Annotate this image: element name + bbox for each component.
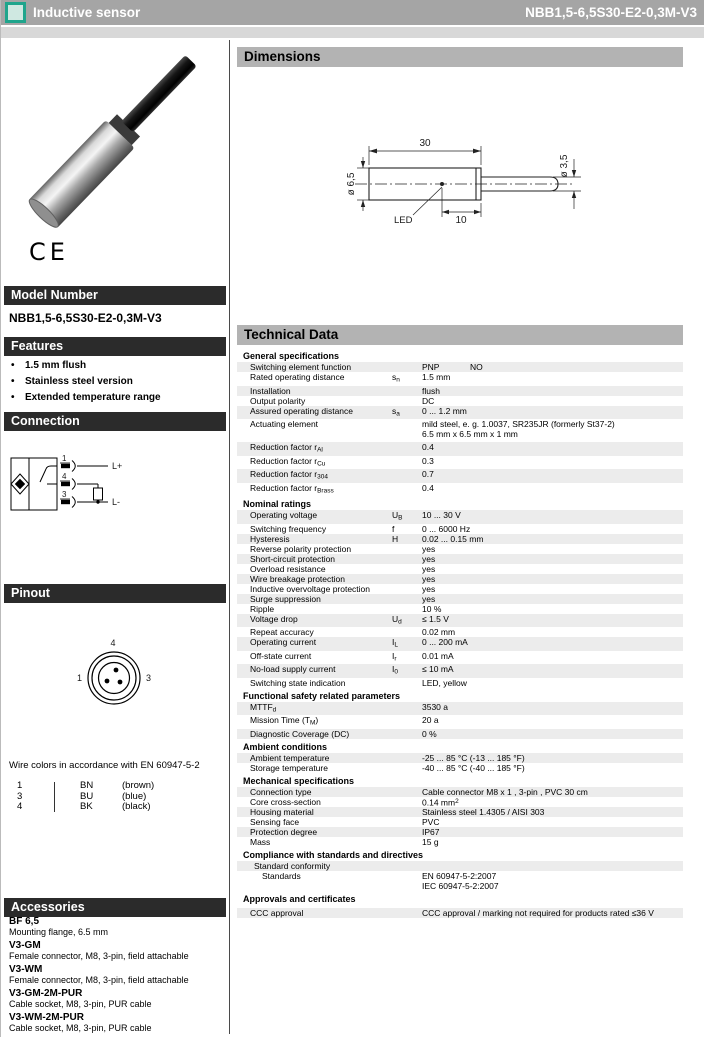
row-label: Reduction factor $r_{Brass}$ bbox=[250, 482, 334, 494]
pinout-pin4-dot bbox=[114, 668, 119, 673]
accessory-description: Female connector, M8, 3-pin, field attachable bbox=[9, 951, 189, 961]
row-label: Standards bbox=[262, 871, 301, 881]
wire-color-name: (brown) bbox=[122, 780, 155, 791]
table-row bbox=[237, 406, 683, 420]
table-row bbox=[237, 763, 683, 773]
row-value bbox=[422, 787, 683, 797]
accessory-description: Female connector, M8, 3-pin, field attachable bbox=[9, 975, 189, 985]
row-value-line: ≤ 10 mA bbox=[422, 664, 454, 674]
row-value-line: -25 ... 85 °C (-13 ... 185 °F) bbox=[422, 752, 525, 763]
row-value-line: 3530 a bbox=[422, 701, 448, 712]
row-value-line: 0.14 $mm^2$ bbox=[422, 797, 459, 807]
row-symbol bbox=[392, 483, 422, 497]
load-resistor bbox=[94, 488, 103, 500]
row-value bbox=[422, 362, 683, 372]
table-group-header: Nominal ratings bbox=[243, 499, 312, 509]
row-symbol bbox=[392, 678, 422, 688]
row-value-line: 0 ... 1.2 mm bbox=[422, 405, 467, 416]
row-symbol bbox=[392, 715, 422, 729]
table-row bbox=[237, 637, 683, 651]
row-value bbox=[422, 524, 683, 534]
table-row bbox=[237, 817, 683, 827]
table-row bbox=[237, 861, 683, 871]
switch-contact bbox=[40, 469, 46, 482]
table-row bbox=[237, 544, 683, 554]
row-value-line: DC bbox=[422, 395, 435, 406]
row-label: CCC approval bbox=[250, 908, 304, 918]
pinout-pin1-dot bbox=[105, 679, 110, 684]
row-value-line: PNP bbox=[422, 362, 440, 372]
row-symbol: $U_d$ bbox=[392, 613, 402, 625]
row-label: Installation bbox=[250, 385, 291, 396]
table-row bbox=[237, 554, 683, 564]
row-symbol bbox=[392, 564, 422, 574]
row-symbol bbox=[392, 442, 422, 456]
ce-mark: CE bbox=[29, 238, 69, 266]
table-row bbox=[237, 510, 683, 524]
features-list bbox=[11, 358, 221, 406]
feature-label: Stainless steel version bbox=[25, 376, 133, 387]
wire-code: BK bbox=[80, 801, 93, 812]
model-number-header: NBB1,5-6,5S30-E2-0,3M-V3 bbox=[525, 5, 697, 20]
row-label: Output polarity bbox=[250, 395, 306, 406]
accessory-name: V3-WM bbox=[9, 964, 43, 975]
section-dimensions: Dimensions bbox=[237, 47, 683, 67]
wire-pin: 1 bbox=[17, 780, 23, 791]
row-value-line: 10 ... 30 V bbox=[422, 510, 461, 520]
row-symbol bbox=[392, 604, 422, 614]
row-label: Diagnostic Coverage (DC) bbox=[250, 728, 350, 739]
table-row bbox=[237, 564, 683, 574]
row-value-line: 0 % bbox=[422, 728, 437, 739]
table-row bbox=[237, 386, 683, 396]
conn-lminus-label: L- bbox=[112, 497, 121, 507]
row-value bbox=[422, 396, 683, 406]
row-symbol: f bbox=[392, 523, 395, 534]
row-value-line: yes bbox=[422, 553, 436, 564]
row-symbol: $I_0$ bbox=[392, 664, 398, 676]
row-value-line: yes bbox=[422, 543, 436, 554]
bullet-icon: • bbox=[11, 392, 15, 403]
wire-colors-note: Wire colors in accordance with EN 60947-5-2 bbox=[9, 760, 200, 771]
column-divider bbox=[229, 40, 230, 1034]
row-label: Repeat accuracy bbox=[250, 627, 314, 637]
accessory-name: V3-GM-2M-PUR bbox=[9, 988, 83, 999]
section-features: Features bbox=[4, 337, 226, 356]
row-value bbox=[422, 664, 683, 678]
row-symbol bbox=[392, 861, 422, 871]
dim-cable-diameter-label: ø 3,5 bbox=[559, 154, 570, 178]
row-value bbox=[422, 510, 683, 524]
pinout-left-label: 1 bbox=[76, 673, 82, 683]
accessory-name: V3-GM bbox=[9, 940, 41, 951]
table-row bbox=[237, 442, 683, 456]
row-value-line: -40 ... 85 °C (-40 ... 185 °F) bbox=[422, 762, 525, 773]
feature-item bbox=[11, 390, 221, 406]
row-label: Operating voltage bbox=[250, 510, 318, 520]
row-value bbox=[422, 715, 683, 729]
table-row bbox=[237, 604, 683, 614]
row-symbol bbox=[392, 702, 422, 716]
row-value bbox=[422, 564, 683, 574]
row-symbol bbox=[392, 554, 422, 564]
row-symbol: $I_r$ bbox=[392, 650, 397, 662]
row-value bbox=[422, 419, 683, 439]
row-symbol bbox=[392, 386, 422, 396]
row-label: Switching state indication bbox=[250, 677, 346, 688]
row-label: Storage temperature bbox=[250, 762, 328, 773]
row-label: Core cross-section bbox=[250, 796, 321, 807]
wire-table-rule bbox=[54, 782, 55, 812]
row-value bbox=[422, 627, 683, 637]
sensor-body-group bbox=[26, 47, 206, 231]
row-value bbox=[422, 678, 683, 688]
row-value-line: 1.5 mm bbox=[422, 372, 451, 382]
table-row bbox=[237, 753, 683, 763]
table-row bbox=[237, 702, 683, 716]
row-label: Assured operating distance bbox=[250, 405, 354, 416]
row-value bbox=[422, 637, 683, 651]
row-value bbox=[422, 584, 683, 594]
wire-code: BU bbox=[80, 790, 94, 802]
row-value bbox=[422, 861, 683, 871]
row-value-line: Cable connector M8 x 1 , 3-pin , PVC 30 cm bbox=[422, 786, 588, 797]
row-value bbox=[422, 827, 683, 837]
row-value-line: 20 a bbox=[422, 715, 439, 725]
row-label: Ripple bbox=[250, 603, 275, 614]
row-label: No-load supply current bbox=[250, 664, 336, 674]
row-symbol bbox=[392, 627, 422, 637]
row-value bbox=[422, 651, 683, 665]
row-symbol bbox=[392, 787, 422, 797]
bullet-icon: • bbox=[11, 376, 15, 387]
dim-length-label: 30 bbox=[419, 138, 431, 149]
row-symbol bbox=[392, 584, 422, 594]
pin1-terminal bbox=[61, 464, 70, 468]
feature-label: Extended temperature range bbox=[25, 392, 161, 403]
feature-item bbox=[11, 358, 221, 374]
wire-color-name: (blue) bbox=[122, 790, 147, 802]
table-group-header: Approvals and certificates bbox=[243, 894, 356, 904]
row-symbol bbox=[392, 362, 422, 372]
row-value bbox=[422, 817, 683, 827]
row-symbol: $s_n$ bbox=[392, 372, 400, 384]
table-group-header: Mechanical specifications bbox=[243, 775, 355, 786]
row-value bbox=[422, 544, 683, 554]
row-value bbox=[422, 807, 683, 817]
pinout-diagram bbox=[56, 636, 172, 714]
row-value-line: 0 ... 6000 Hz bbox=[422, 523, 471, 534]
table-row bbox=[237, 469, 683, 483]
row-symbol bbox=[392, 817, 422, 827]
table-row bbox=[237, 787, 683, 797]
row-symbol: $s_a$ bbox=[392, 405, 400, 417]
row-value-line: 0.02 mm bbox=[422, 627, 456, 637]
row-value bbox=[422, 386, 683, 396]
pinout-pin3-dot bbox=[118, 680, 123, 685]
row-value-line: 15 g bbox=[422, 837, 439, 847]
row-value bbox=[422, 456, 683, 470]
table-row bbox=[237, 827, 683, 837]
accessory-description: Mounting flange, 6.5 mm bbox=[9, 927, 109, 937]
row-value-line: 0.4 bbox=[422, 442, 434, 452]
row-label: Connection type bbox=[250, 786, 312, 797]
row-symbol bbox=[392, 456, 422, 470]
row-value-line: 0.02 ... 0.15 mm bbox=[422, 533, 484, 544]
row-value bbox=[422, 372, 683, 386]
pin4-terminal bbox=[61, 482, 70, 486]
wire-code: BN bbox=[80, 780, 94, 791]
row-value bbox=[422, 594, 683, 604]
row-label: Housing material bbox=[250, 807, 314, 817]
row-label: Sensing face bbox=[250, 817, 300, 827]
table-row bbox=[237, 524, 683, 534]
row-value-line: ≤ 1.5 V bbox=[422, 613, 449, 624]
row-value-line: IP67 bbox=[422, 827, 440, 837]
table-group-header: Ambient conditions bbox=[243, 741, 327, 752]
pin3-terminal bbox=[61, 500, 70, 504]
table-group-header: General specifications bbox=[243, 351, 340, 361]
row-label: Switching frequency bbox=[250, 523, 327, 534]
table-row bbox=[237, 729, 683, 739]
row-value bbox=[422, 763, 683, 773]
row-value-line: IEC 60947-5-2:2007 bbox=[422, 881, 499, 891]
row-symbol bbox=[392, 908, 422, 918]
wire-color-table bbox=[9, 781, 209, 813]
row-label: Ambient temperature bbox=[250, 752, 330, 763]
row-label: Actuating element bbox=[250, 419, 319, 429]
row-symbol bbox=[392, 753, 422, 763]
row-value bbox=[422, 837, 683, 847]
table-row bbox=[237, 362, 683, 372]
row-label: Overload resistance bbox=[250, 563, 326, 574]
row-value-secondary: NO bbox=[470, 362, 483, 372]
row-label: Wire breakage protection bbox=[250, 573, 345, 584]
row-value bbox=[422, 753, 683, 763]
row-label: Surge suppression bbox=[250, 593, 321, 604]
table-row bbox=[237, 614, 683, 628]
accessory-name: BF 6,5 bbox=[9, 916, 40, 927]
feature-item bbox=[11, 374, 221, 390]
conn-pin1-label: 1 bbox=[62, 454, 67, 463]
brand-badge-icon bbox=[5, 2, 26, 23]
table-row bbox=[237, 807, 683, 817]
table-row bbox=[237, 715, 683, 729]
row-value bbox=[422, 483, 683, 497]
row-value-line: 0 ... 200 mA bbox=[422, 637, 468, 647]
table-row bbox=[237, 456, 683, 470]
wire-color-row bbox=[9, 781, 209, 792]
row-symbol bbox=[392, 729, 422, 739]
dim-diameter-label: ø 6,5 bbox=[346, 172, 357, 196]
row-value bbox=[422, 702, 683, 716]
table-row bbox=[237, 534, 683, 544]
row-value-line: yes bbox=[422, 573, 436, 584]
pinout-right-label: 3 bbox=[146, 673, 152, 683]
table-row bbox=[237, 837, 683, 847]
accessory-description: Cable socket, M8, 3-pin, PUR cable bbox=[9, 999, 152, 1009]
wire-color-row bbox=[9, 802, 209, 813]
row-label: Reduction factor $r_{Cu}$ bbox=[250, 455, 326, 467]
row-value-line: CCC approval / marking not required for products rated ≤36 V bbox=[422, 908, 654, 918]
row-symbol bbox=[392, 594, 422, 604]
header-band bbox=[1, 27, 704, 38]
row-label: Reduction factor $r_{Al}$ bbox=[250, 442, 323, 454]
row-label: Protection degree bbox=[250, 827, 318, 837]
conn-lplus-label: L+ bbox=[112, 461, 123, 471]
row-value-line: 10 % bbox=[422, 603, 442, 614]
row-value bbox=[422, 797, 683, 808]
row-value-line: 6.5 mm x 6.5 mm x 1 mm bbox=[422, 429, 518, 439]
row-value-line: 0.4 bbox=[422, 482, 434, 493]
section-technical-data: Technical Data bbox=[237, 325, 683, 345]
row-value bbox=[422, 534, 683, 544]
table-row bbox=[237, 594, 683, 604]
row-label: Rated operating distance bbox=[250, 372, 345, 382]
section-connection: Connection bbox=[4, 412, 226, 431]
table-row bbox=[237, 627, 683, 637]
row-symbol bbox=[392, 827, 422, 837]
accessories-list bbox=[9, 917, 223, 1037]
row-symbol: H bbox=[392, 533, 399, 544]
table-row bbox=[237, 678, 683, 688]
junction-dot bbox=[96, 500, 99, 503]
row-symbol bbox=[392, 469, 422, 483]
row-value-line: yes bbox=[422, 583, 436, 594]
row-value-line: 0.01 mA bbox=[422, 650, 454, 661]
row-symbol: $U_B$ bbox=[392, 510, 403, 522]
row-symbol bbox=[392, 419, 422, 439]
row-label: Short-circuit protection bbox=[250, 553, 336, 564]
row-value bbox=[422, 871, 683, 891]
row-symbol bbox=[392, 396, 422, 406]
table-row bbox=[237, 871, 683, 891]
row-value bbox=[422, 604, 683, 614]
section-accessories: Accessories bbox=[4, 898, 226, 917]
row-symbol bbox=[392, 763, 422, 773]
table-row bbox=[237, 372, 683, 386]
table-group-header: Functional safety related parameters bbox=[243, 690, 401, 701]
row-value-line: mild steel, e. g. 1.0037, SR235JR (formerly St37-2) bbox=[422, 419, 615, 429]
table-row bbox=[237, 483, 683, 497]
feature-label: 1.5 mm flush bbox=[25, 360, 87, 371]
connection-diagram bbox=[5, 448, 225, 538]
row-value-line: Stainless steel 1.4305 / AISI 303 bbox=[422, 807, 545, 817]
technical-data-table bbox=[237, 348, 683, 918]
row-value bbox=[422, 469, 683, 483]
row-value bbox=[422, 908, 683, 918]
row-symbol bbox=[392, 797, 422, 808]
sensor-cable bbox=[121, 55, 196, 132]
row-label: Off-state current bbox=[250, 650, 312, 661]
row-value bbox=[422, 442, 683, 456]
row-label: Operating current bbox=[250, 637, 317, 647]
table-row bbox=[237, 574, 683, 584]
top-header-bar bbox=[1, 0, 704, 25]
table-row bbox=[237, 419, 683, 439]
product-photo bbox=[9, 44, 225, 244]
wire-pin: 4 bbox=[17, 801, 23, 812]
table-row bbox=[237, 584, 683, 594]
row-label: Mass bbox=[250, 837, 271, 847]
section-pinout: Pinout bbox=[4, 584, 226, 603]
row-value bbox=[422, 406, 683, 420]
row-value-line: 0.7 bbox=[422, 469, 434, 479]
accessory-name: V3-WM-2M-PUR bbox=[9, 1012, 84, 1023]
dim-led-label: LED bbox=[394, 215, 413, 226]
row-value-line: yes bbox=[422, 593, 436, 604]
row-symbol bbox=[392, 574, 422, 584]
row-label: Reduction factor $r_{304}$ bbox=[250, 469, 328, 481]
row-label: Standard conformity bbox=[254, 861, 331, 871]
row-value bbox=[422, 574, 683, 584]
dimension-arrowheads bbox=[361, 149, 576, 215]
bullet-icon: • bbox=[11, 360, 15, 371]
row-value bbox=[422, 729, 683, 739]
table-row bbox=[237, 664, 683, 678]
row-symbol bbox=[392, 871, 422, 891]
section-model-number: Model Number bbox=[4, 286, 226, 305]
row-value-line: PVC bbox=[422, 817, 440, 827]
row-value-line: flush bbox=[422, 385, 440, 396]
row-value-line: yes bbox=[422, 563, 436, 574]
table-row bbox=[237, 908, 683, 918]
table-row bbox=[237, 396, 683, 406]
dimensions-drawing bbox=[237, 80, 683, 280]
row-value bbox=[422, 614, 683, 628]
table-row bbox=[237, 651, 683, 665]
row-label: Inductive overvoltage protection bbox=[250, 583, 371, 594]
product-type-title: Inductive sensor bbox=[33, 5, 141, 20]
row-label: Switching element function bbox=[250, 362, 352, 372]
wire-color-name: (black) bbox=[122, 801, 151, 812]
row-symbol bbox=[392, 807, 422, 817]
row-value-line: LED, yellow bbox=[422, 677, 467, 688]
dim-led-offset-label: 10 bbox=[455, 215, 467, 226]
conn-pin3-label: 3 bbox=[62, 490, 67, 499]
row-label: Reverse polarity protection bbox=[250, 543, 352, 554]
row-label: Mission Time $(T_M)$ bbox=[250, 715, 319, 727]
led-position-dot bbox=[440, 182, 444, 186]
row-value-line: EN 60947-5-2:2007 bbox=[422, 871, 497, 881]
conn-pin4-label: 4 bbox=[62, 472, 67, 481]
row-symbol bbox=[392, 544, 422, 554]
wire-pin: 3 bbox=[17, 790, 23, 802]
row-symbol bbox=[392, 837, 422, 847]
table-group-header: Compliance with standards and directives bbox=[243, 850, 424, 860]
accessory-description: Cable socket, M8, 3-pin, PUR cable bbox=[9, 1023, 152, 1033]
row-label: $MTTF_d$ bbox=[250, 701, 277, 713]
row-value bbox=[422, 554, 683, 564]
table-row bbox=[237, 797, 683, 808]
model-number-value: NBB1,5-6,5S30-E2-0,3M-V3 bbox=[9, 311, 162, 325]
row-label: Hysteresis bbox=[250, 533, 290, 544]
row-value-line: 0.3 bbox=[422, 455, 434, 466]
row-label: Voltage drop bbox=[250, 613, 298, 624]
row-symbol: $I_L$ bbox=[392, 637, 398, 649]
pinout-top-label: 4 bbox=[110, 638, 116, 648]
wire-color-row bbox=[9, 792, 209, 803]
